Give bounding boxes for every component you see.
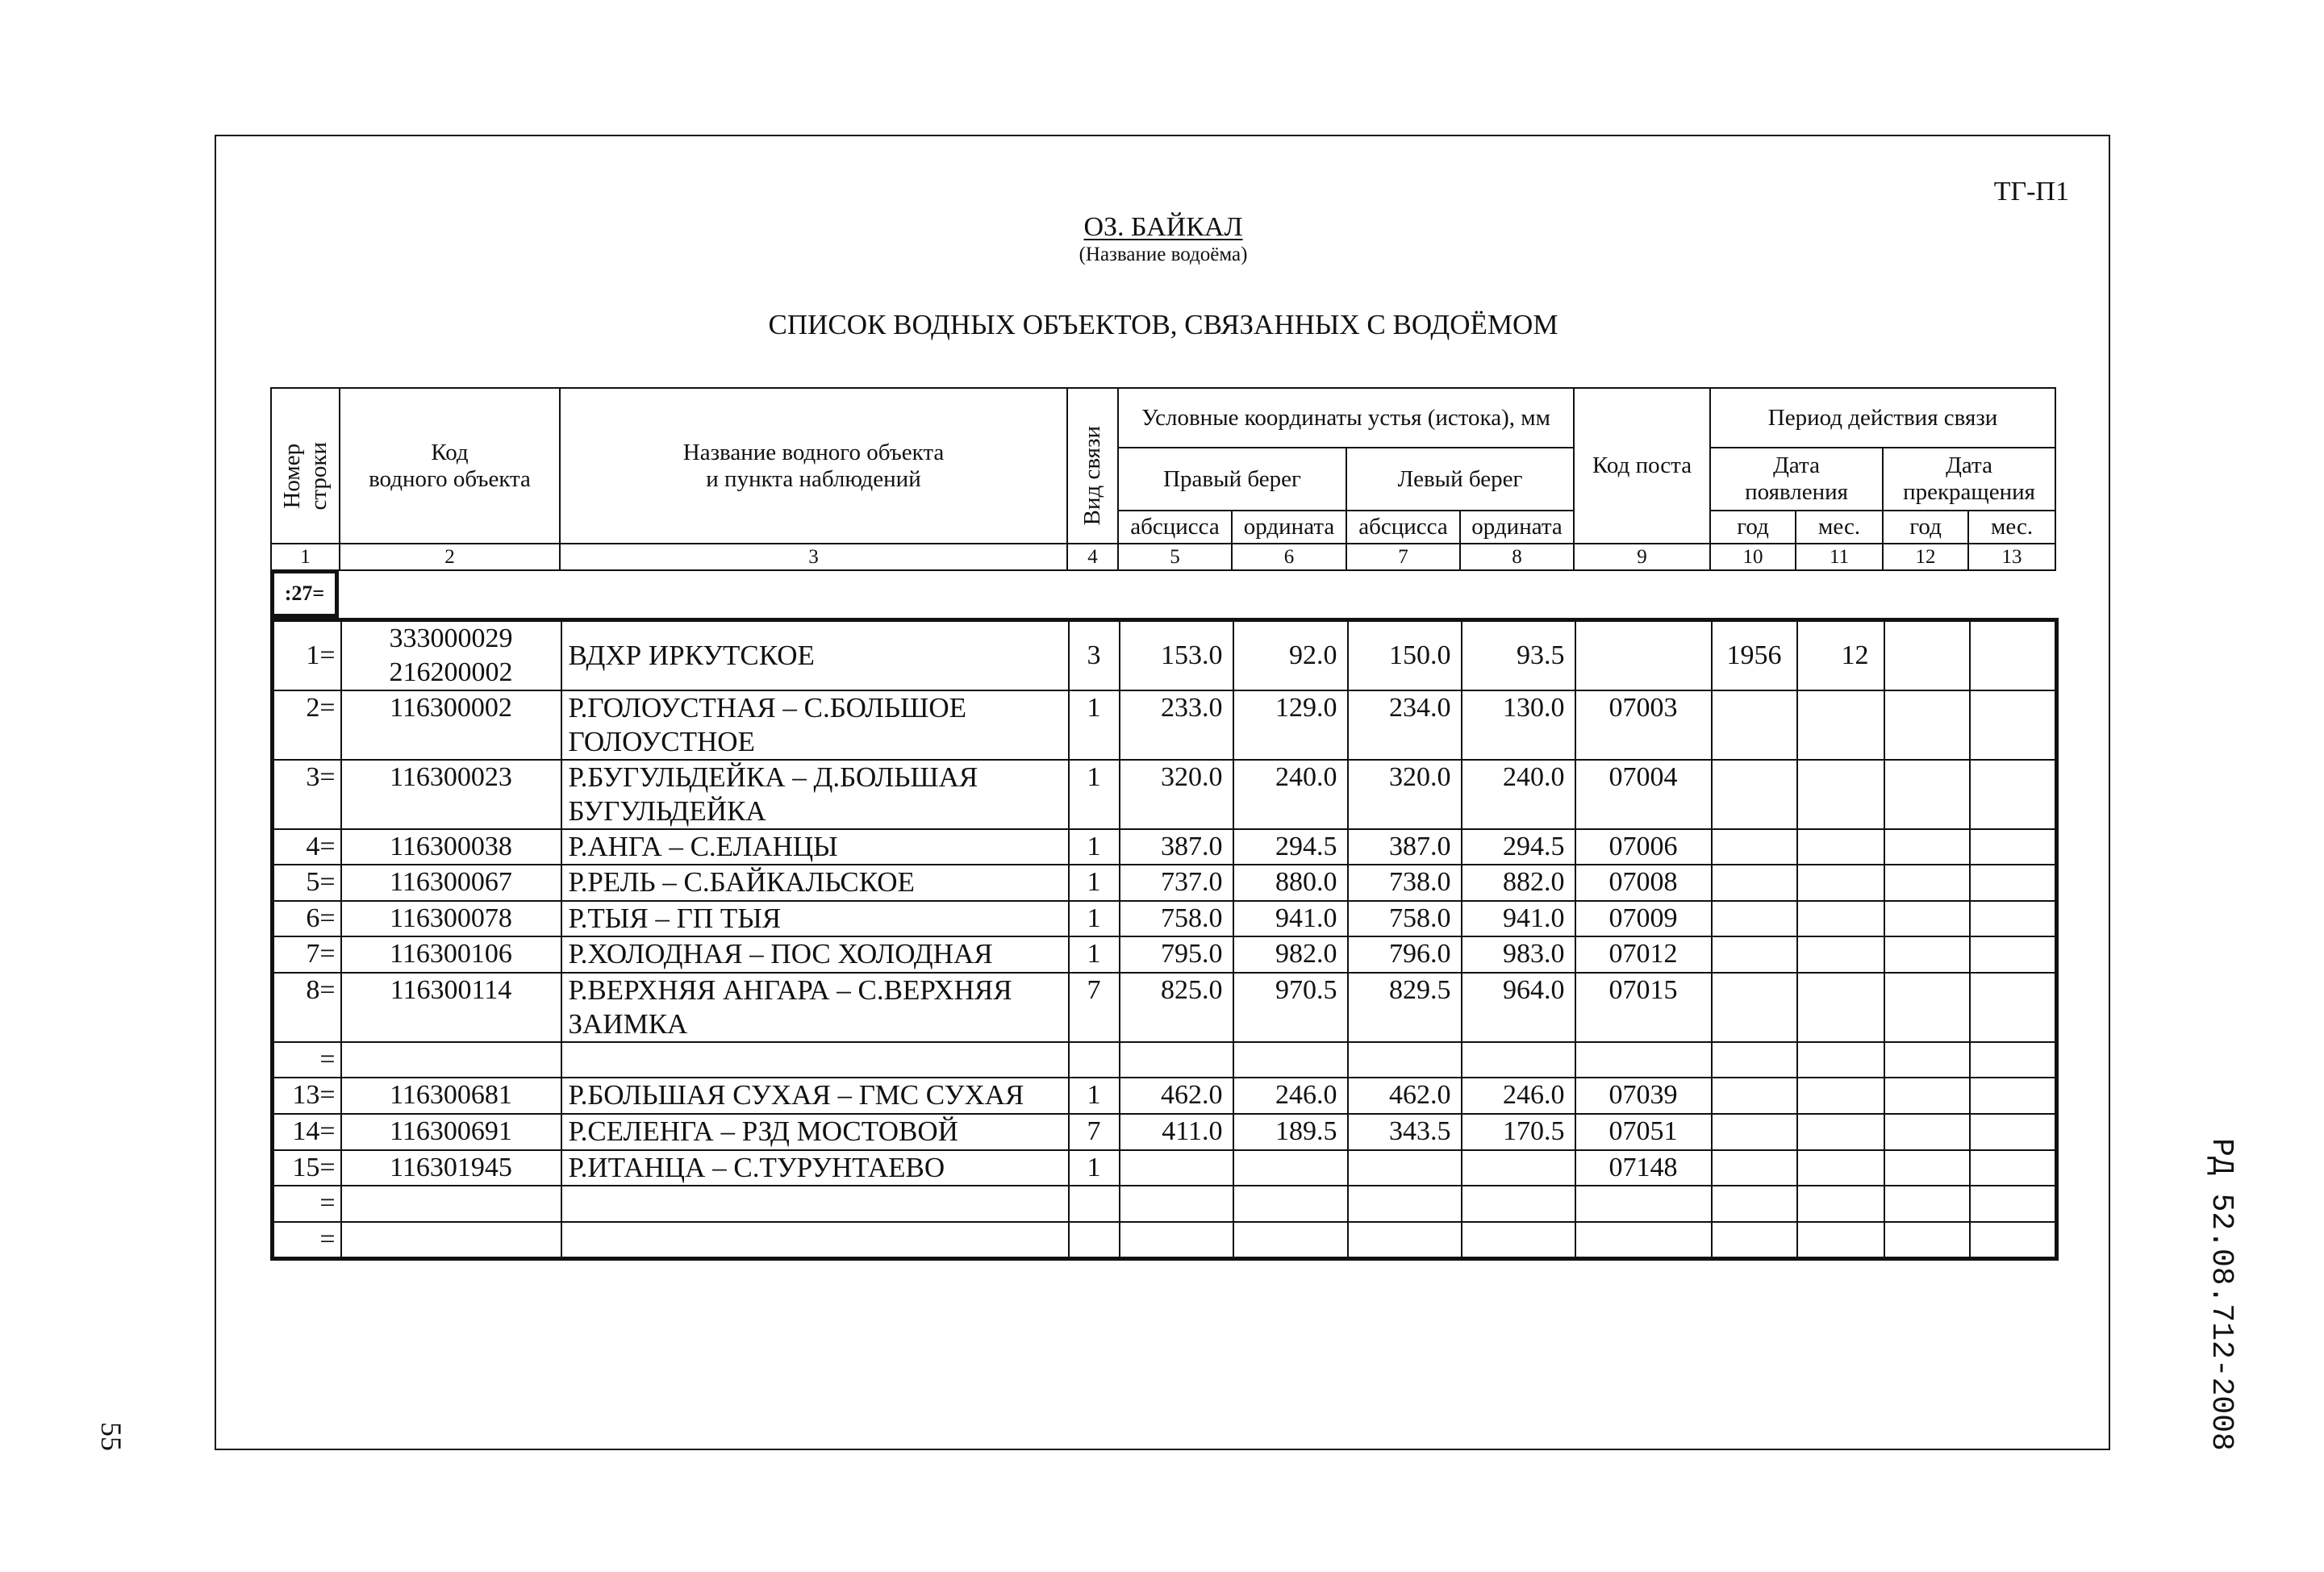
table-row (273, 760, 2057, 829)
column-number: 6 (1232, 544, 1346, 570)
right-bank-abscissa-cell: 825.0 (1120, 973, 1233, 1042)
left-bank-ordinate-cell (1462, 1150, 1575, 1186)
right-bank-abscissa-cell: 411.0 (1120, 1114, 1233, 1150)
end-month-cell (1970, 1042, 2057, 1078)
start-month-cell (1797, 1150, 1884, 1186)
object-code-cell: 116300691 (341, 1114, 561, 1150)
row-number-cell: 6= (273, 901, 341, 936)
form-code: ТГ-П1 (1993, 177, 2069, 206)
start-year-cell (1712, 1114, 1797, 1150)
end-month-cell (1970, 829, 2057, 865)
object-code-cell (341, 1186, 561, 1222)
header-row-number (271, 388, 340, 544)
post-code-cell (1575, 620, 1712, 691)
list-title: СПИСОК ВОДНЫХ ОБЪЕКТОВ, СВЯЗАННЫХ С ВОДОЁМОМ (768, 309, 1558, 340)
end-year-cell (1884, 1186, 1970, 1222)
end-month-cell (1970, 1222, 2057, 1259)
column-number-row (271, 544, 2055, 570)
end-month-cell (1970, 620, 2057, 691)
left-bank-abscissa-cell (1348, 1042, 1462, 1078)
left-bank-ordinate-cell: 246.0 (1462, 1078, 1575, 1114)
end-year-cell (1884, 1114, 1970, 1150)
post-code-cell: 07006 (1575, 829, 1712, 865)
object-code-cell (341, 1222, 561, 1259)
section-marker: :27= (270, 569, 339, 618)
end-month-cell (1970, 1114, 2057, 1150)
post-code-cell: 07004 (1575, 760, 1712, 829)
right-bank-abscissa-cell: 758.0 (1120, 901, 1233, 936)
column-number: 2 (340, 544, 560, 570)
row-number-cell: 1= (273, 620, 341, 691)
object-name-cell: Р.РЕЛЬ – С.БАЙКАЛЬСКОЕ (561, 865, 1069, 901)
header-coordinates: Условные координаты устья (истока), мм (1118, 388, 1574, 448)
row-number-cell: 5= (273, 865, 341, 901)
end-month-cell (1970, 865, 2057, 901)
start-month-cell (1797, 901, 1884, 936)
start-year-cell (1712, 760, 1797, 829)
object-code-cell: 116300114 (341, 973, 561, 1042)
object-name-cell: Р.ХОЛОДНАЯ – ПОС ХОЛОДНАЯ (561, 936, 1069, 973)
left-bank-ordinate-cell: 941.0 (1462, 901, 1575, 936)
left-bank-abscissa-cell: 234.0 (1348, 690, 1462, 760)
right-bank-abscissa-cell (1120, 1150, 1233, 1186)
object-name-cell: ВДХР ИРКУТСКОЕ (561, 620, 1069, 691)
left-bank-ordinate-cell (1462, 1042, 1575, 1078)
start-year-cell (1712, 1222, 1797, 1259)
table-row (273, 973, 2057, 1042)
right-bank-ordinate-cell: 189.5 (1233, 1114, 1348, 1150)
post-code-cell: 07009 (1575, 901, 1712, 936)
header-start-month: мес. (1796, 511, 1883, 544)
header-date-end: Дата прекращения (1883, 448, 2055, 511)
row-number-cell: = (273, 1186, 341, 1222)
right-bank-ordinate-cell (1233, 1042, 1348, 1078)
table-row (273, 936, 2057, 973)
link-type-cell: 1 (1069, 865, 1120, 901)
left-bank-abscissa-cell (1348, 1222, 1462, 1259)
post-code-cell (1575, 1222, 1712, 1259)
start-year-cell (1712, 973, 1797, 1042)
start-month-cell (1797, 1222, 1884, 1259)
row-number-cell: 2= (273, 690, 341, 760)
column-number: 12 (1883, 544, 1968, 570)
start-month-cell (1797, 973, 1884, 1042)
header-object-code: Код водного объекта (340, 388, 560, 544)
left-bank-abscissa-cell: 796.0 (1348, 936, 1462, 973)
header-row-number-label: Номер строки (278, 441, 332, 511)
start-month-cell (1797, 829, 1884, 865)
column-number: 11 (1796, 544, 1883, 570)
object-name-cell (561, 1042, 1069, 1078)
right-bank-abscissa-cell: 737.0 (1120, 865, 1233, 901)
table-row (273, 1042, 2057, 1078)
object-name-cell: Р.ТЫЯ – ГП ТЫЯ (561, 901, 1069, 936)
left-bank-ordinate-cell: 882.0 (1462, 865, 1575, 901)
header-left-abscissa: абсцисса (1346, 511, 1460, 544)
start-year-cell (1712, 1186, 1797, 1222)
left-bank-ordinate-cell: 983.0 (1462, 936, 1575, 973)
right-bank-abscissa-cell: 153.0 (1120, 620, 1233, 691)
right-bank-ordinate-cell: 970.5 (1233, 973, 1348, 1042)
start-month-cell (1797, 1078, 1884, 1114)
link-type-cell: 1 (1069, 690, 1120, 760)
right-bank-abscissa-cell (1120, 1186, 1233, 1222)
table-row (273, 1078, 2057, 1114)
left-bank-abscissa-cell: 738.0 (1348, 865, 1462, 901)
column-number: 13 (1968, 544, 2055, 570)
link-type-cell (1069, 1222, 1120, 1259)
column-number: 3 (560, 544, 1067, 570)
end-month-cell (1970, 936, 2057, 973)
left-bank-ordinate-cell: 964.0 (1462, 973, 1575, 1042)
end-year-cell (1884, 1042, 1970, 1078)
left-bank-ordinate-cell (1462, 1222, 1575, 1259)
object-code-cell: 116300078 (341, 901, 561, 936)
header-row-top (271, 388, 2055, 448)
start-month-cell: 12 (1797, 620, 1884, 691)
column-number: 4 (1067, 544, 1118, 570)
header-left-bank: Левый берег (1346, 448, 1574, 511)
start-month-cell (1797, 760, 1884, 829)
right-bank-ordinate-cell: 982.0 (1233, 936, 1348, 973)
row-number-cell: 4= (273, 829, 341, 865)
left-bank-ordinate-cell: 130.0 (1462, 690, 1575, 760)
start-month-cell (1797, 1042, 1884, 1078)
post-code-cell: 07051 (1575, 1114, 1712, 1150)
start-year-cell (1712, 1042, 1797, 1078)
object-code-cell (341, 1042, 561, 1078)
right-bank-abscissa-cell: 320.0 (1120, 760, 1233, 829)
object-code-cell: 116301945 (341, 1150, 561, 1186)
header-date-start: Дата появления (1710, 448, 1883, 511)
object-name-cell (561, 1186, 1069, 1222)
post-code-cell: 07148 (1575, 1150, 1712, 1186)
post-code-cell: 07015 (1575, 973, 1712, 1042)
left-bank-ordinate-cell: 240.0 (1462, 760, 1575, 829)
post-code-cell: 07008 (1575, 865, 1712, 901)
start-year-cell (1712, 829, 1797, 865)
header-end-month: мес. (1968, 511, 2055, 544)
left-bank-ordinate-cell (1462, 1186, 1575, 1222)
link-type-cell: 1 (1069, 829, 1120, 865)
start-year-cell (1712, 690, 1797, 760)
start-year-cell (1712, 1078, 1797, 1114)
object-name-cell: Р.АНГА – С.ЕЛАНЦЫ (561, 829, 1069, 865)
left-bank-abscissa-cell (1348, 1186, 1462, 1222)
header-right-bank: Правый берег (1118, 448, 1346, 511)
link-type-cell: 7 (1069, 973, 1120, 1042)
post-code-cell (1575, 1042, 1712, 1078)
column-number: 7 (1346, 544, 1460, 570)
right-bank-ordinate-cell: 92.0 (1233, 620, 1348, 691)
start-year-cell: 1956 (1712, 620, 1797, 691)
table-row (273, 865, 2057, 901)
water-body-title (841, 211, 1486, 244)
object-name-cell: Р.БУГУЛЬДЕЙКА – Д.БОЛЬШАЯ БУГУЛЬДЕЙКА (561, 760, 1069, 829)
row-number-cell: = (273, 1222, 341, 1259)
post-code-cell: 07039 (1575, 1078, 1712, 1114)
end-year-cell (1884, 1222, 1970, 1259)
right-bank-ordinate-cell (1233, 1150, 1348, 1186)
left-bank-abscissa-cell: 150.0 (1348, 620, 1462, 691)
header-right-abscissa: абсцисса (1118, 511, 1232, 544)
right-bank-abscissa-cell (1120, 1042, 1233, 1078)
header-object-name: Название водного объекта и пункта наблюдений (560, 388, 1067, 544)
table-row (273, 620, 2057, 691)
left-bank-ordinate-cell: 294.5 (1462, 829, 1575, 865)
water-body-caption: (Название водоёма) (1079, 244, 1248, 265)
end-month-cell (1970, 1078, 2057, 1114)
end-month-cell (1970, 1186, 2057, 1222)
post-code-cell (1575, 1186, 1712, 1222)
end-month-cell (1970, 1150, 2057, 1186)
table-row (273, 1186, 2057, 1222)
start-year-cell (1712, 901, 1797, 936)
link-type-cell: 1 (1069, 936, 1120, 973)
link-type-cell: 1 (1069, 1150, 1120, 1186)
header-right-ordinate: ордината (1232, 511, 1346, 544)
row-number-cell: = (273, 1042, 341, 1078)
left-bank-abscissa-cell: 387.0 (1348, 829, 1462, 865)
start-year-cell (1712, 1150, 1797, 1186)
link-type-cell (1069, 1186, 1120, 1222)
object-name-cell (561, 1222, 1069, 1259)
table-row (273, 1114, 2057, 1150)
link-type-cell (1069, 1042, 1120, 1078)
table-row (273, 1150, 2057, 1186)
object-name-cell: Р.ГОЛОУСТНАЯ – С.БОЛЬШОЕ ГОЛОУСТНОЕ (561, 690, 1069, 760)
right-bank-ordinate-cell (1233, 1186, 1348, 1222)
end-year-cell (1884, 973, 1970, 1042)
object-code-cell: 116300106 (341, 936, 561, 973)
end-year-cell (1884, 760, 1970, 829)
header-period: Период действия связи (1710, 388, 2055, 448)
data-table (270, 618, 2059, 1261)
post-code-cell: 07003 (1575, 690, 1712, 760)
object-code-cell: 116300002 (341, 690, 561, 760)
right-bank-ordinate-cell: 880.0 (1233, 865, 1348, 901)
object-name-cell: Р.ВЕРХНЯЯ АНГАРА – С.ВЕРХНЯЯ ЗАИМКА (561, 973, 1069, 1042)
data-table-body (273, 620, 2057, 1259)
object-code-cell: 116300023 (341, 760, 561, 829)
right-bank-abscissa-cell: 387.0 (1120, 829, 1233, 865)
link-type-cell: 1 (1069, 760, 1120, 829)
link-type-cell: 7 (1069, 1114, 1120, 1150)
row-number-cell: 3= (273, 760, 341, 829)
right-bank-ordinate-cell: 129.0 (1233, 690, 1348, 760)
link-type-cell: 1 (1069, 901, 1120, 936)
left-bank-abscissa-cell (1348, 1150, 1462, 1186)
link-type-cell: 1 (1069, 1078, 1120, 1114)
object-code-cell: 116300067 (341, 865, 561, 901)
header-start-year: год (1710, 511, 1796, 544)
right-bank-abscissa-cell: 795.0 (1120, 936, 1233, 973)
table-row (273, 690, 2057, 760)
water-body-name: ОЗ. БАЙКАЛ (1083, 212, 1243, 242)
column-number: 9 (1574, 544, 1710, 570)
end-year-cell (1884, 829, 1970, 865)
column-number: 1 (271, 544, 340, 570)
header-link-type (1067, 388, 1118, 544)
object-name-cell: Р.БОЛЬШАЯ СУХАЯ – ГМС СУХАЯ (561, 1078, 1069, 1114)
column-number: 5 (1118, 544, 1232, 570)
document-number: РД 52.08.712-2008 (2204, 1138, 2238, 1451)
header-link-type-label: Вид связи (1079, 426, 1105, 526)
end-month-cell (1970, 690, 2057, 760)
link-type-cell: 3 (1069, 620, 1120, 691)
right-bank-ordinate-cell: 941.0 (1233, 901, 1348, 936)
end-month-cell (1970, 760, 2057, 829)
right-bank-abscissa-cell: 233.0 (1120, 690, 1233, 760)
end-year-cell (1884, 901, 1970, 936)
left-bank-abscissa-cell: 320.0 (1348, 760, 1462, 829)
row-number-cell: 8= (273, 973, 341, 1042)
left-bank-ordinate-cell: 93.5 (1462, 620, 1575, 691)
header-left-ordinate: ордината (1460, 511, 1574, 544)
header-end-year: год (1883, 511, 1968, 544)
right-bank-abscissa-cell: 462.0 (1120, 1078, 1233, 1114)
row-number-cell: 14= (273, 1114, 341, 1150)
start-month-cell (1797, 936, 1884, 973)
start-year-cell (1712, 865, 1797, 901)
left-bank-abscissa-cell: 343.5 (1348, 1114, 1462, 1150)
right-bank-abscissa-cell (1120, 1222, 1233, 1259)
table-row (273, 829, 2057, 865)
object-code-cell: 116300681 (341, 1078, 561, 1114)
object-name-cell: Р.ИТАНЦА – С.ТУРУНТАЕВО (561, 1150, 1069, 1186)
left-bank-abscissa-cell: 462.0 (1348, 1078, 1462, 1114)
start-year-cell (1712, 936, 1797, 973)
header-post-code: Код поста (1574, 388, 1710, 544)
table-row (273, 901, 2057, 936)
table-header (270, 387, 2056, 571)
end-year-cell (1884, 1150, 1970, 1186)
row-number-cell: 13= (273, 1078, 341, 1114)
end-month-cell (1970, 901, 2057, 936)
left-bank-abscissa-cell: 758.0 (1348, 901, 1462, 936)
right-bank-ordinate-cell: 240.0 (1233, 760, 1348, 829)
end-year-cell (1884, 1078, 1970, 1114)
end-year-cell (1884, 936, 1970, 973)
end-month-cell (1970, 973, 2057, 1042)
right-bank-ordinate-cell: 294.5 (1233, 829, 1348, 865)
start-month-cell (1797, 690, 1884, 760)
end-year-cell (1884, 620, 1970, 691)
column-number: 10 (1710, 544, 1796, 570)
object-name-cell: Р.СЕЛЕНГА – РЗД МОСТОВОЙ (561, 1114, 1069, 1150)
row-number-cell: 15= (273, 1150, 341, 1186)
start-month-cell (1797, 865, 1884, 901)
table-row (273, 1222, 2057, 1259)
column-number: 8 (1460, 544, 1574, 570)
end-year-cell (1884, 865, 1970, 901)
right-bank-ordinate-cell (1233, 1222, 1348, 1259)
end-year-cell (1884, 690, 1970, 760)
object-code-cell: 116300038 (341, 829, 561, 865)
right-bank-ordinate-cell: 246.0 (1233, 1078, 1348, 1114)
left-bank-ordinate-cell: 170.5 (1462, 1114, 1575, 1150)
start-month-cell (1797, 1114, 1884, 1150)
post-code-cell: 07012 (1575, 936, 1712, 973)
page-number: 55 (95, 1422, 127, 1451)
object-code-cell: 333000029 216200002 (341, 620, 561, 691)
row-number-cell: 7= (273, 936, 341, 973)
left-bank-abscissa-cell: 829.5 (1348, 973, 1462, 1042)
start-month-cell (1797, 1186, 1884, 1222)
